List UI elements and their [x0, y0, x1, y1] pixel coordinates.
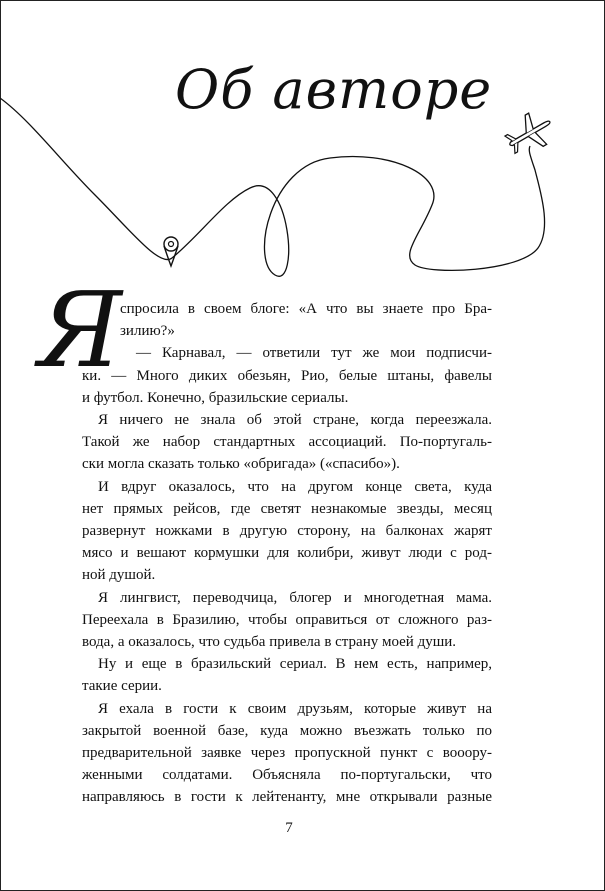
- text-line: Такой же набор стандартных ассоциаций. По-португаль-: [82, 434, 492, 451]
- flight-path-line: [0, 98, 545, 276]
- text-line: ки. — Много диких обезьян, Рио, белые штаны, фавелы: [82, 367, 492, 384]
- text-line: женными солдатами. Объясняла по-португальски, что: [82, 767, 492, 784]
- page-title: Об авторе: [175, 58, 493, 121]
- text-line: Я ничего не знала об этой стране, когда переезжала.: [98, 412, 492, 428]
- text-line: направляюсь в гости к лейтенанту, мне открывали разные: [82, 789, 492, 806]
- text-line: развернут ножками в другую сторону, на балконах жарят: [82, 523, 492, 539]
- text-line: зилию?»: [120, 323, 175, 340]
- text-line: такие серии.: [82, 678, 162, 695]
- text-line: спросила в своем блоге: «А что вы знаете про Бра-: [120, 301, 492, 317]
- text-line: Ну и еще в бразильский сериал. В нем есть, например,: [98, 656, 492, 673]
- text-line: ски могла сказать только «обригада» («спасибо»).: [82, 456, 400, 473]
- text-line: нет прямых рейсов, где светят незнакомые звезды, месяц: [82, 500, 492, 517]
- text-line: закрытой военной базе, куда можно въезжать только по: [82, 722, 492, 739]
- text-line: Переехала в Бразилию, чтобы оправиться от сложного раз-: [82, 611, 492, 628]
- text-line: мясо и вешают кормушки для колибри, живут люди с род-: [82, 545, 492, 562]
- text-line: ной душой.: [82, 567, 156, 584]
- text-line: вода, а оказалось, что судьба привела в страну моей души.: [82, 634, 457, 650]
- text-line: и футбол. Конечно, бразильские сериалы.: [82, 389, 349, 406]
- drop-cap: Я: [38, 269, 122, 391]
- text-line: предварительной заявке через пропускной пункт с вооору-: [82, 745, 492, 761]
- text-line: И вдруг оказалось, что на другом конце света, куда: [98, 478, 492, 495]
- text-line: Я лингвист, переводчица, блогер и многодетная мама.: [98, 589, 492, 606]
- location-pin-icon: [164, 237, 178, 266]
- text-line: Я ехала в гости к своим друзьям, которые живут на: [98, 700, 492, 717]
- text-line: — Карнавал, — ответили тут же мои подписчи-: [136, 345, 492, 362]
- page-number: 7: [285, 820, 293, 836]
- flight-path-decoration: [0, 0, 605, 300]
